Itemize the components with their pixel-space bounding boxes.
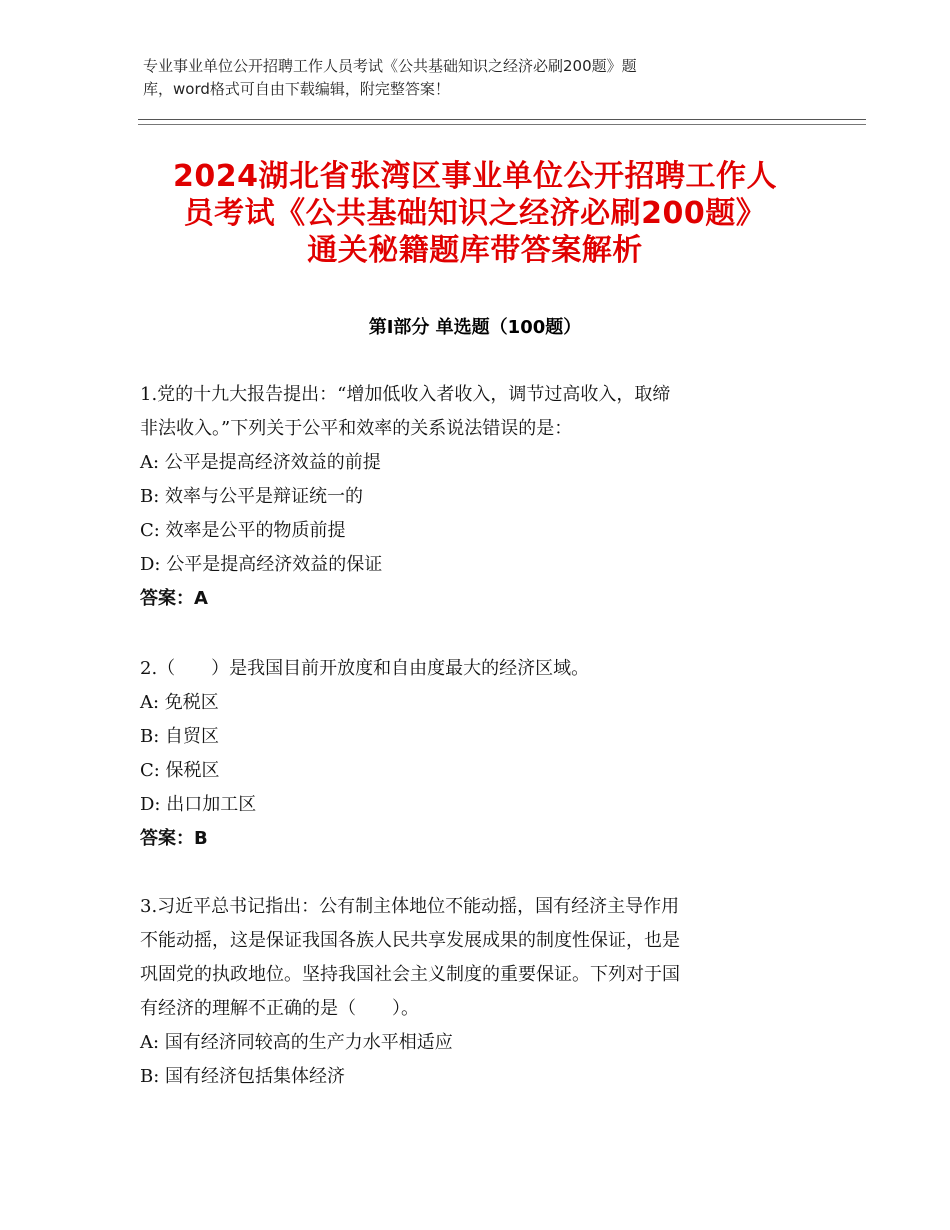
title-line-1: 2024湖北省张湾区事业单位公开招聘工作人 bbox=[173, 159, 777, 194]
document-header-note bbox=[143, 55, 783, 101]
question-stem: 1.党的十九大报告提出：“增加低收入者收入，调节过高收入，取缔 bbox=[140, 384, 671, 405]
question-stem: 巩固党的执政地位。坚持我国社会主义制度的重要保证。下列对于国 bbox=[140, 964, 680, 985]
header-divider-thin bbox=[138, 124, 866, 125]
title-line-3: 通关秘籍题库带答案解析 bbox=[307, 233, 643, 268]
section-heading: 第Ⅰ部分 单选题（100题） bbox=[368, 317, 582, 338]
question-stem: 非法收入。”下列关于公平和效率的关系说法错误的是： bbox=[140, 418, 573, 439]
option-a: A: 国有经济同较高的生产力水平相适应 bbox=[140, 1032, 453, 1053]
question-2 bbox=[140, 652, 800, 856]
option-b: B: 效率与公平是辩证统一的 bbox=[140, 486, 364, 507]
option-a: A: 公平是提高经济效益的前提 bbox=[140, 452, 381, 473]
question-stem: 不能动摇，这是保证我国各族人民共享发展成果的制度性保证，也是 bbox=[140, 930, 680, 951]
option-d: D: 出口加工区 bbox=[140, 794, 257, 815]
header-line-1: 专业事业单位公开招聘工作人员考试《公共基础知识之经济必刷200题》题 bbox=[143, 57, 637, 75]
header-divider-thick bbox=[138, 119, 866, 120]
question-stem: 有经济的理解不正确的是（ ）。 bbox=[140, 998, 419, 1019]
answer-label: 答案：A bbox=[140, 588, 208, 609]
option-b: B: 自贸区 bbox=[140, 726, 220, 747]
option-d: D: 公平是提高经济效益的保证 bbox=[140, 554, 383, 575]
question-stem: 3.习近平总书记指出：公有制主体地位不能动摇，国有经济主导作用 bbox=[140, 896, 680, 917]
answer-label: 答案：B bbox=[140, 828, 208, 849]
option-b: B: 国有经济包括集体经济 bbox=[140, 1066, 346, 1087]
option-c: C: 效率是公平的物质前提 bbox=[140, 520, 346, 541]
question-1 bbox=[140, 378, 800, 616]
question-stem: 2.（ ）是我国目前开放度和自由度最大的经济区域。 bbox=[140, 658, 590, 679]
title-line-2: 员考试《公共基础知识之经济必刷200题》 bbox=[183, 196, 767, 231]
option-c: C: 保税区 bbox=[140, 760, 220, 781]
option-a: A: 免税区 bbox=[140, 692, 219, 713]
document-title bbox=[120, 158, 830, 269]
header-line-2: 库，word格式可自由下载编辑，附完整答案！ bbox=[143, 80, 450, 98]
question-3 bbox=[140, 890, 800, 1094]
